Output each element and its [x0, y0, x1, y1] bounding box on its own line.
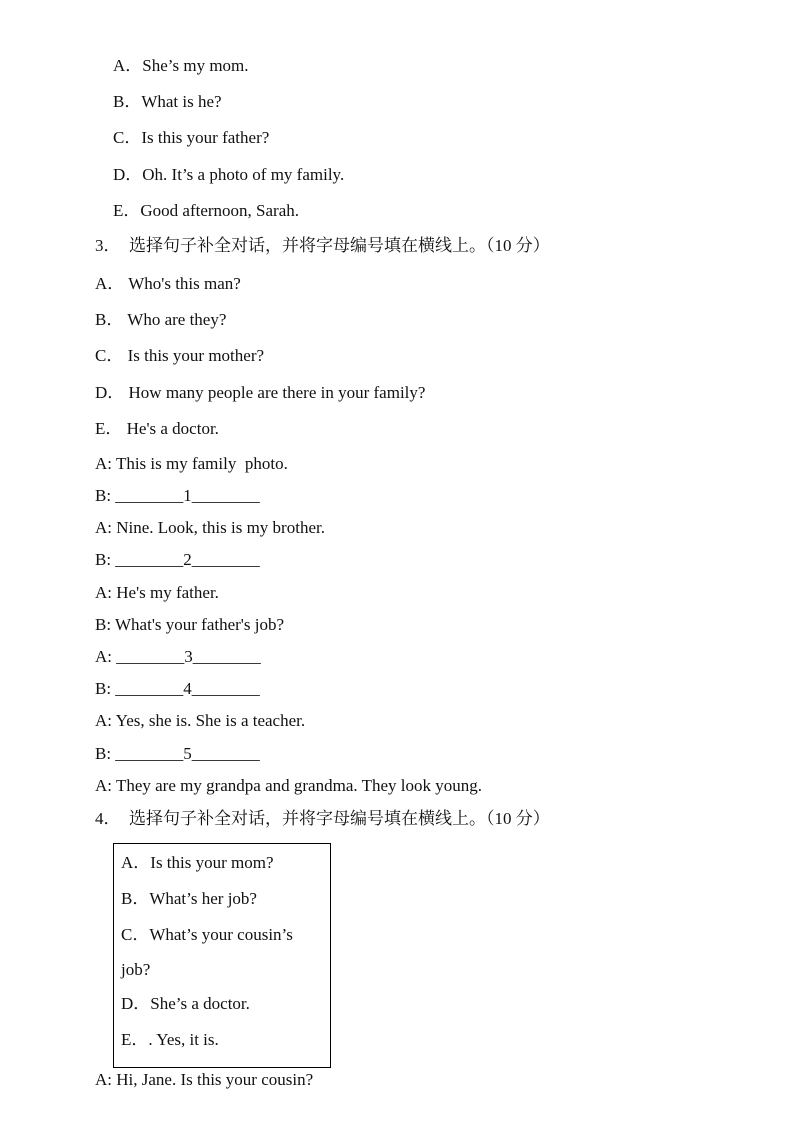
q4-options-box — [113, 843, 331, 1068]
q3-blank-1[interactable]: B: ________1________ — [95, 486, 260, 505]
option-e: E．Good afternoon, Sarah. — [113, 201, 300, 220]
q4-dialogue-line: A: Hi, Jane. Is this your cousin? — [95, 1070, 314, 1089]
q3-dialogue-line: A: They are my grandpa and grandma. They look young. — [95, 776, 482, 795]
q3-dialogue-line: A: Nine. Look, this is my brother. — [95, 518, 325, 537]
option-a: A．She’s my mom. — [113, 56, 249, 75]
q3-option-e: E． He's a doctor. — [95, 419, 219, 438]
q4-option-d: D．She’s a doctor. — [121, 994, 250, 1013]
option-c: C．Is this your father? — [113, 128, 270, 147]
question-3-title: 3． 选择句子补全对话，并将字母编号填在横线上。（10 分） — [95, 236, 550, 255]
q3-blank-4[interactable]: B: ________4________ — [95, 679, 260, 698]
q3-dialogue-line: A: He's my father. — [95, 583, 219, 602]
q4-option-c-cont: job? — [121, 960, 151, 979]
q3-blank-3[interactable]: A: ________3________ — [95, 647, 261, 666]
option-b: B．What is he? — [113, 92, 222, 111]
q3-blank-5[interactable]: B: ________5________ — [95, 744, 260, 763]
q3-dialogue-line: A: This is my family photo. — [95, 454, 288, 473]
option-d: D．Oh. It’s a photo of my family. — [113, 165, 345, 184]
q4-option-b: B．What’s her job? — [121, 889, 257, 908]
q3-option-b: B． Who are they? — [95, 310, 227, 329]
q4-option-e: E．. Yes, it is. — [121, 1030, 219, 1049]
q3-option-a: A． Who's this man? — [95, 274, 241, 293]
q3-option-d: D． How many people are there in your family? — [95, 383, 426, 402]
q3-dialogue-line: A: Yes, she is. She is a teacher. — [95, 711, 306, 730]
q3-blank-2[interactable]: B: ________2________ — [95, 550, 260, 569]
question-4-title: 4． 选择句子补全对话，并将字母编号填在横线上。（10 分） — [95, 809, 550, 828]
q3-option-c: C． Is this your mother? — [95, 346, 265, 365]
q3-dialogue-line: B: What's your father's job? — [95, 615, 284, 634]
q4-option-a: A．Is this your mom? — [121, 853, 274, 872]
q4-option-c: C．What’s your cousin’s — [121, 925, 293, 944]
